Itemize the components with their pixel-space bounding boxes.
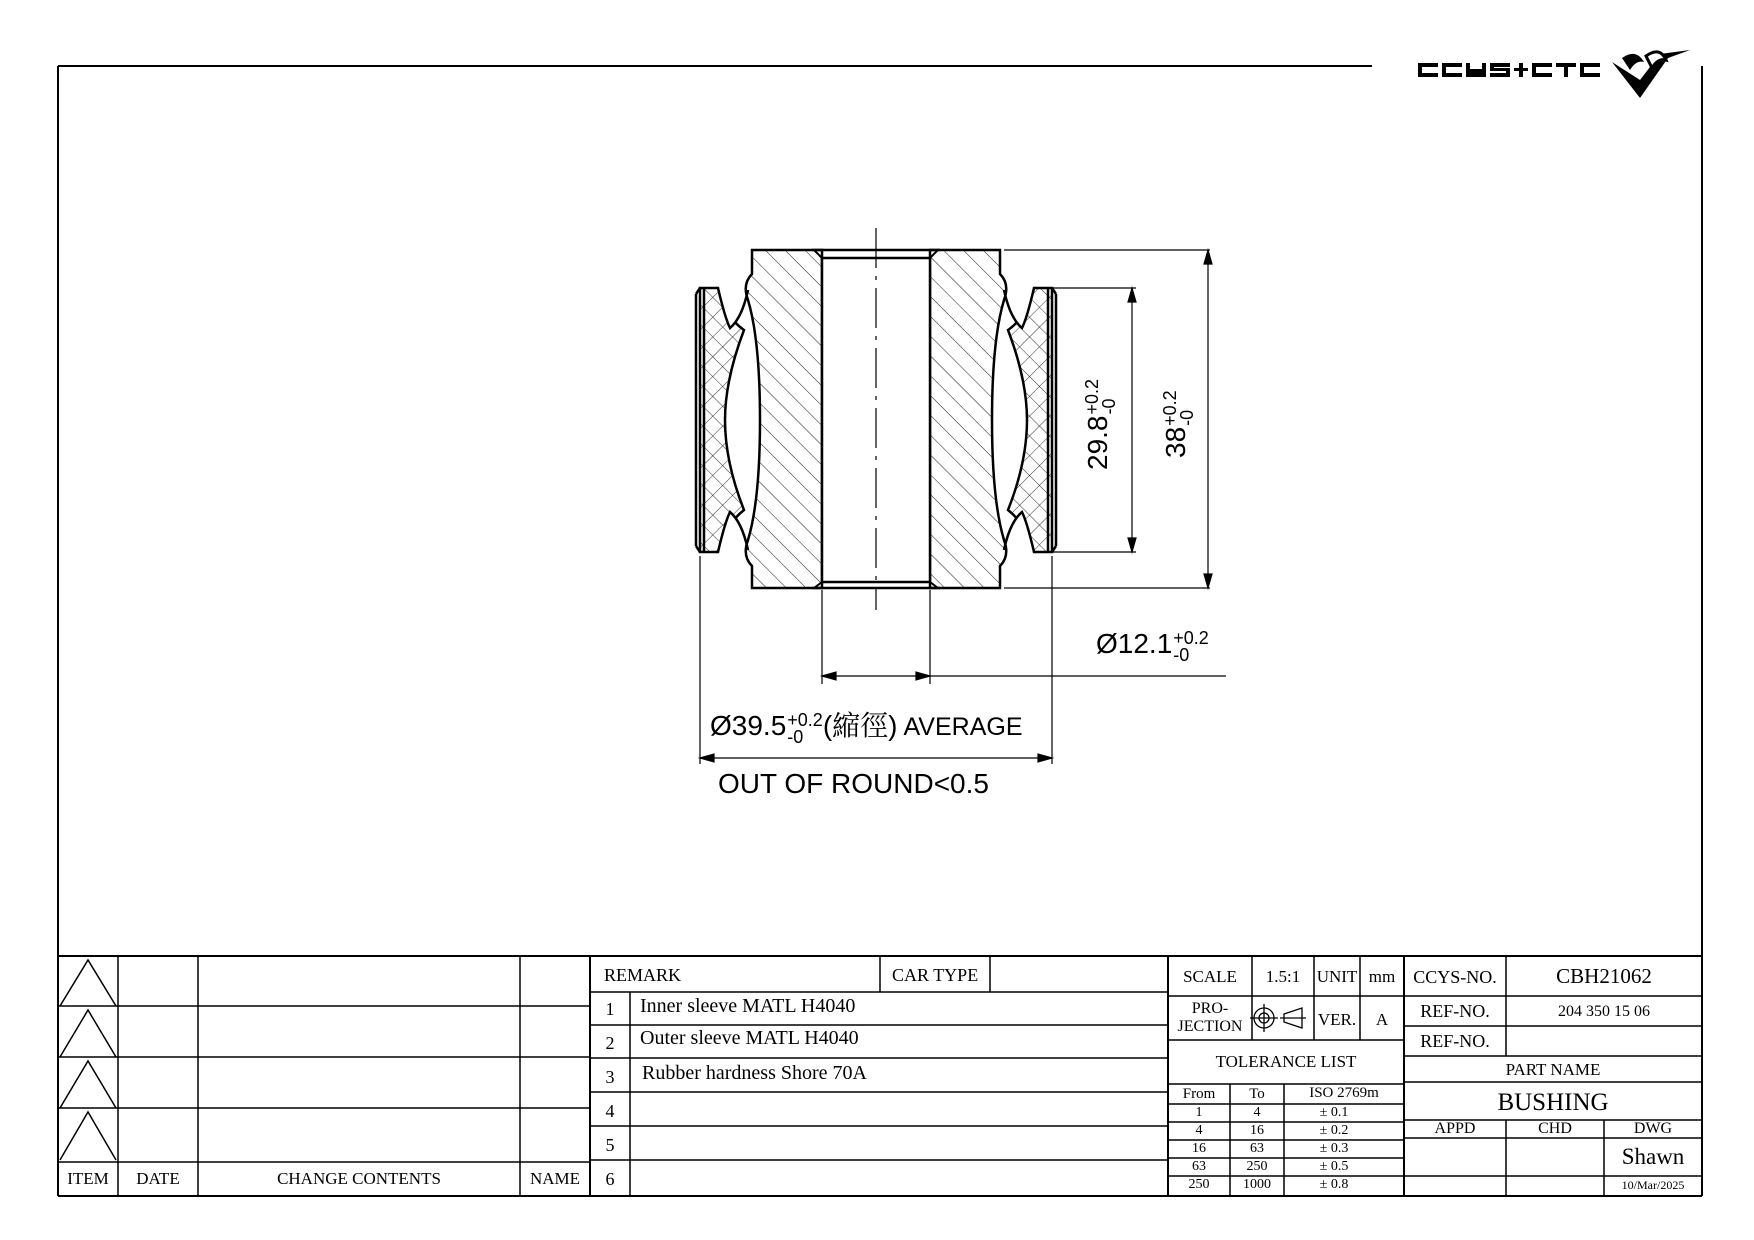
ccys-no-label: CCYS-NO. [1413, 967, 1497, 987]
car-type-label: CAR TYPE [892, 965, 979, 985]
tolerance-row-1-from: 1 [1195, 1105, 1203, 1120]
outer-dia-note-cn: (縮徑) [822, 710, 898, 741]
remark-no-2: 2 [605, 1033, 615, 1053]
remark-text-3: Rubber hardness Shore 70A [642, 1062, 867, 1084]
dwg-value: Shawn [1621, 1144, 1685, 1169]
logo-emblem-icon [1612, 50, 1690, 98]
tolerance-row-5-from: 250 [1188, 1177, 1210, 1192]
change-contents-header: CHANGE CONTENTS [277, 1169, 441, 1188]
ref-no-value: 204 350 15 06 [1558, 1003, 1650, 1020]
outer-sleeve-left-section [700, 288, 744, 552]
unit-label: UNIT [1316, 967, 1358, 986]
height-inner-dimension [1084, 379, 1118, 470]
tolerance-to-header: To [1249, 1086, 1265, 1102]
unit-value: mm [1368, 967, 1396, 986]
remark-text-1: Inner sleeve MATL H4040 [640, 995, 856, 1017]
tolerance-iso-header: ISO 2769m [1309, 1085, 1379, 1101]
part-name-value: BUSHING [1497, 1089, 1609, 1116]
date-header: DATE [136, 1169, 180, 1188]
remark-no-1: 1 [605, 999, 615, 1019]
dwg-label: DWG [1633, 1120, 1673, 1137]
remark-label: REMARK [604, 965, 682, 985]
tolerance-title: TOLERANCE LIST [1215, 1052, 1357, 1071]
scale-value: 1.5:1 [1265, 967, 1301, 986]
height-inner-minus: -0 [1099, 398, 1119, 415]
projection-label-2: JECTION [1177, 1018, 1243, 1035]
inner-dia-plus: +0.2 [1173, 628, 1209, 648]
outer-diameter-dimension [710, 712, 1023, 746]
tolerance-row-5-tol: ± 0.8 [1319, 1177, 1349, 1192]
tolerance-row-2-to: 16 [1250, 1123, 1264, 1138]
remark-no-6: 6 [605, 1169, 615, 1189]
bushing-section-view [696, 228, 1056, 610]
ref-no2-label: REF-NO. [1420, 1031, 1490, 1051]
item-header: ITEM [67, 1169, 109, 1188]
inner-sleeve-right-section [930, 250, 1006, 588]
company-logo [1418, 50, 1690, 98]
out-of-round-note: OUT OF ROUND<0.5 [718, 768, 989, 799]
remark-text-2: Outer sleeve MATL H4040 [640, 1027, 859, 1049]
height-outer-minus: -0 [1177, 409, 1197, 426]
tolerance-row-1-to: 4 [1253, 1105, 1261, 1120]
scale-label: SCALE [1183, 967, 1237, 986]
tolerance-row-3-to: 63 [1250, 1141, 1264, 1156]
ver-label: VER. [1317, 1010, 1357, 1029]
tolerance-row-4-from: 63 [1192, 1159, 1206, 1174]
outer-dia-note: AVERAGE [903, 713, 1023, 741]
remark-no-4: 4 [605, 1101, 615, 1121]
chd-label: CHD [1538, 1120, 1572, 1137]
height-inner-base: 29.8 [1082, 415, 1113, 470]
ver-value: A [1375, 1010, 1389, 1029]
height-outer-base: 38 [1160, 426, 1191, 458]
inner-dia-minus: -0 [1173, 645, 1190, 665]
inner-diameter-dimension [1096, 630, 1209, 664]
tolerance-row-1-tol: ± 0.1 [1319, 1105, 1349, 1120]
inner-sleeve-left-section [746, 250, 822, 588]
height-outer-dimension [1162, 390, 1196, 458]
tolerance-row-2-from: 4 [1195, 1123, 1203, 1138]
drawing-date: 10/Mar/2025 [1621, 1178, 1685, 1192]
remark-no-5: 5 [605, 1135, 615, 1155]
height-outer-plus: +0.2 [1160, 390, 1180, 426]
outer-dia-minus: -0 [787, 727, 804, 747]
tolerance-from-header: From [1182, 1086, 1216, 1102]
outer-dia-base: Ø39.5 [710, 710, 787, 741]
tolerance-row-3-tol: ± 0.3 [1319, 1141, 1349, 1156]
tolerance-row-4-to: 250 [1246, 1159, 1268, 1174]
projection-label-1: PRO- [1191, 1000, 1229, 1017]
tolerance-row-3-from: 16 [1192, 1141, 1206, 1156]
ref-no-label: REF-NO. [1420, 1001, 1490, 1021]
remark-no-3: 3 [605, 1067, 615, 1087]
logo-wordmark [1418, 63, 1600, 77]
tolerance-row-5-to: 1000 [1243, 1177, 1271, 1192]
outer-sleeve-right-section [1008, 288, 1052, 552]
projection-symbol-icon [1250, 1004, 1306, 1032]
part-name-label: PART NAME [1505, 1060, 1601, 1079]
tolerance-row-2-tol: ± 0.2 [1319, 1123, 1349, 1138]
inner-dia-base: Ø12.1 [1096, 628, 1173, 659]
name-header: NAME [529, 1169, 581, 1188]
appd-label: APPD [1434, 1120, 1476, 1137]
ccys-no-value: CBH21062 [1556, 964, 1652, 988]
height-inner-plus: +0.2 [1082, 378, 1102, 415]
tolerance-row-4-tol: ± 0.5 [1319, 1159, 1349, 1174]
outer-dia-plus: +0.2 [787, 710, 823, 730]
